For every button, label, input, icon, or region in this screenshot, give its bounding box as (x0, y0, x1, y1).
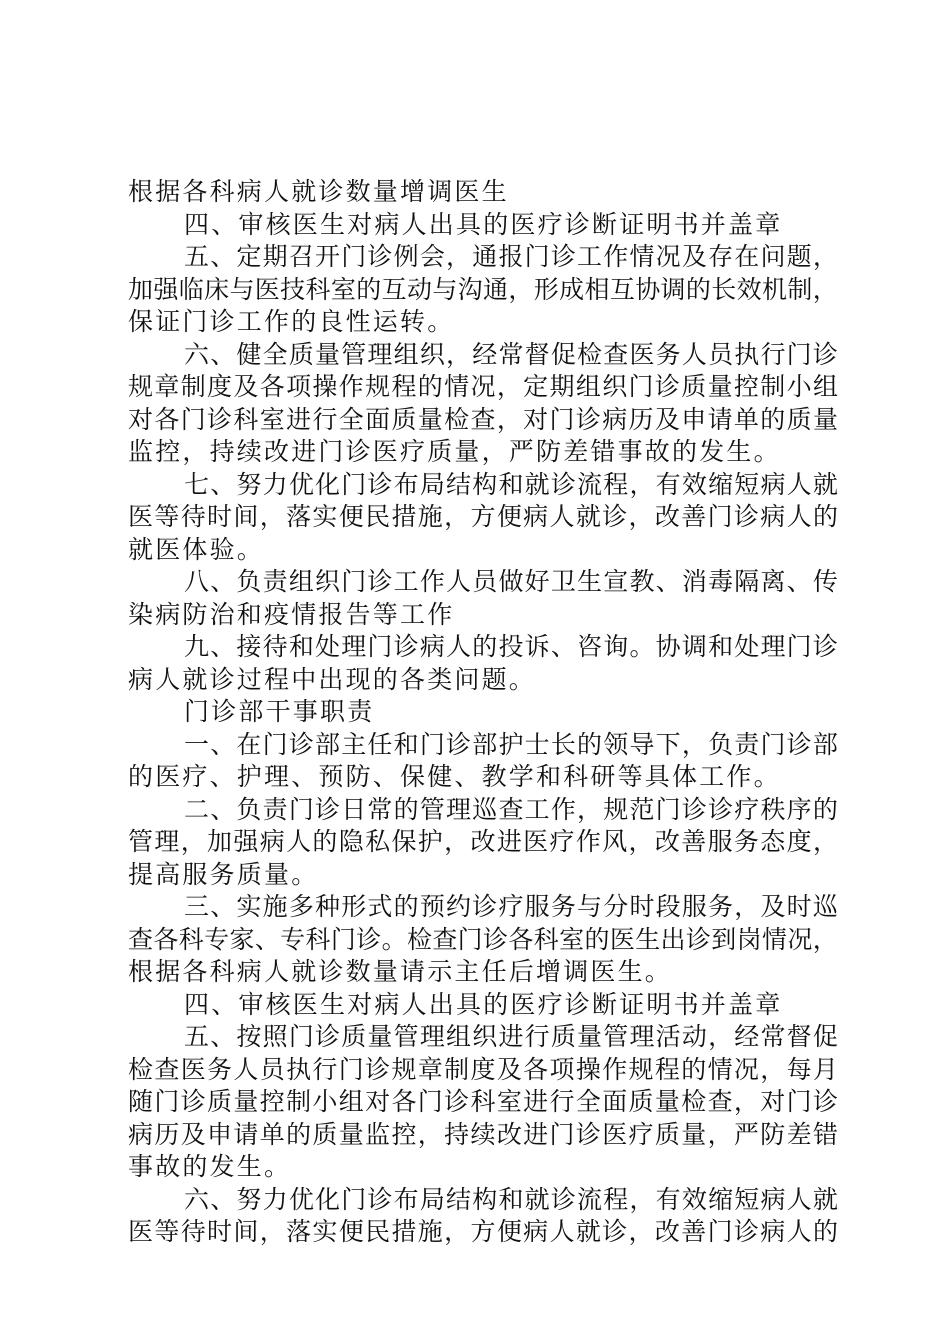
text-line: 对 各 门 诊 科 室 进 行 全 面 质 量 检 查 ， 对 门 诊 病 历 及 申 请 单 的 质 量 (128, 404, 838, 434)
text-line: 的医疗、护理、预防、保健、教学和科研等具体工作。 (128, 762, 781, 791)
text-line: 加 强 临 床 与 医 技 科 室 的 互 动 与 沟 通 ， 形 成 相 互 协 调 的 长 效 机 制 ， (128, 274, 838, 304)
text-line: 管 理 ， 加 强 病 人 的 隐 私 保 护 ， 改 进 医 疗 作 风 ， 改 善 服 务 态 度 ， (128, 827, 838, 856)
text-line: 病 历 及 申 请 单 的 质 量 监 控 ， 持 续 改 进 门 诊 医 疗 质 量 ， 严 防 差 错 (128, 1119, 838, 1149)
text-line: 查 各 科 专 家 、 专 科 门 诊 。 检 查 门 诊 各 科 室 的 医 生 出 诊 到 岗 情 况 ， (128, 924, 838, 954)
text-line: 六 、 努 力 优 化 门 诊 布 局 结 构 和 就 诊 流 程 ， 有 效 缩 短 病 人 就 (184, 1184, 838, 1214)
text-line: 随 门 诊 质 量 控 制 小 组 对 各 门 诊 科 室 进 行 全 面 质 量 检 查 ， 对 门 诊 (128, 1087, 838, 1116)
text-line: 染病防治和疫情报告等工作 (128, 599, 455, 629)
text-line: 八 、 负 责 组 织 门 诊 工 作 人 员 做 好 卫 生 宣 教 、 消 毒 隔 离 、 传 (184, 567, 838, 596)
text-line: 事故的发生。 (128, 1152, 292, 1181)
text-line: 监控，持续改进门诊医疗质量，严防差错事故的发生。 (128, 437, 781, 466)
text-line: 医 等 待 时 间 ， 落 实 便 民 措 施 ， 方 便 病 人 就 诊 ， 改 善 门 诊 病 人 的 (128, 1217, 838, 1246)
text-line: 四、审核医生对病人出具的医疗诊断证明书并盖章 (184, 989, 783, 1019)
text-line: 五 、 按 照 门 诊 质 量 管 理 组 织 进 行 质 量 管 理 活 动 ， 经 常 督 促 (184, 1022, 838, 1051)
text-line: 六 、 健 全 质 量 管 理 组 织 ， 经 常 督 促 检 查 医 务 人 员 执 行 门 诊 (184, 339, 838, 369)
document-body (128, 176, 838, 1249)
text-line: 检 查 医 务 人 员 执 行 门 诊 规 章 制 度 及 各 项 操 作 规 程 的 情 况 ， 每 月 (128, 1054, 838, 1084)
text-line: 七 、 努 力 优 化 门 诊 布 局 结 构 和 就 诊 流 程 ， 有 效 缩 短 病 人 就 (184, 469, 838, 499)
text-line: 二 、 负 责 门 诊 日 常 的 管 理 巡 查 工 作 ， 规 范 门 诊 诊 疗 秩 序 的 (184, 794, 838, 824)
text-line: 一 、 在 门 诊 部 主 任 和 门 诊 部 护 士 长 的 领 导 下 ， 负 责 门 诊 部 (184, 729, 838, 759)
text-line: 九 、 接 待 和 处 理 门 诊 病 人 的 投 诉 、 咨 询 。 协 调 和 处 理 门 诊 (184, 632, 838, 661)
text-line: 就医体验。 (128, 534, 265, 564)
text-line: 病人就诊过程中出现的各类问题。 (128, 664, 537, 694)
text-line: 三 、 实 施 多 种 形 式 的 预 约 诊 疗 服 务 与 分 时 段 服 务 ， 及 时 巡 (184, 892, 838, 921)
text-line: 保证门诊工作的良性运转。 (128, 307, 455, 336)
text-line: 规 章 制 度 及 各 项 操 作 规 程 的 情 况 ， 定 期 组 织 门 诊 质 量 控 制 小 组 (128, 372, 838, 401)
text-line: 根据各科病人就诊数量请示主任后增调医生。 (128, 957, 673, 986)
text-line: 根据各科病人就诊数量增调医生 (128, 177, 509, 206)
section-heading: 门诊部干事职责 (184, 697, 375, 726)
text-line: 提高服务质量。 (128, 859, 319, 889)
text-line: 医 等 待 时 间 ， 落 实 便 民 措 施 ， 方 便 病 人 就 诊 ， 改 善 门 诊 病 人 的 (128, 502, 838, 531)
text-line: 五 、 定 期 召 开 门 诊 例 会 ， 通 报 门 诊 工 作 情 况 及 存 在 问 题 ， (184, 242, 838, 271)
text-line: 四、审核医生对病人出具的医疗诊断证明书并盖章 (184, 209, 783, 239)
